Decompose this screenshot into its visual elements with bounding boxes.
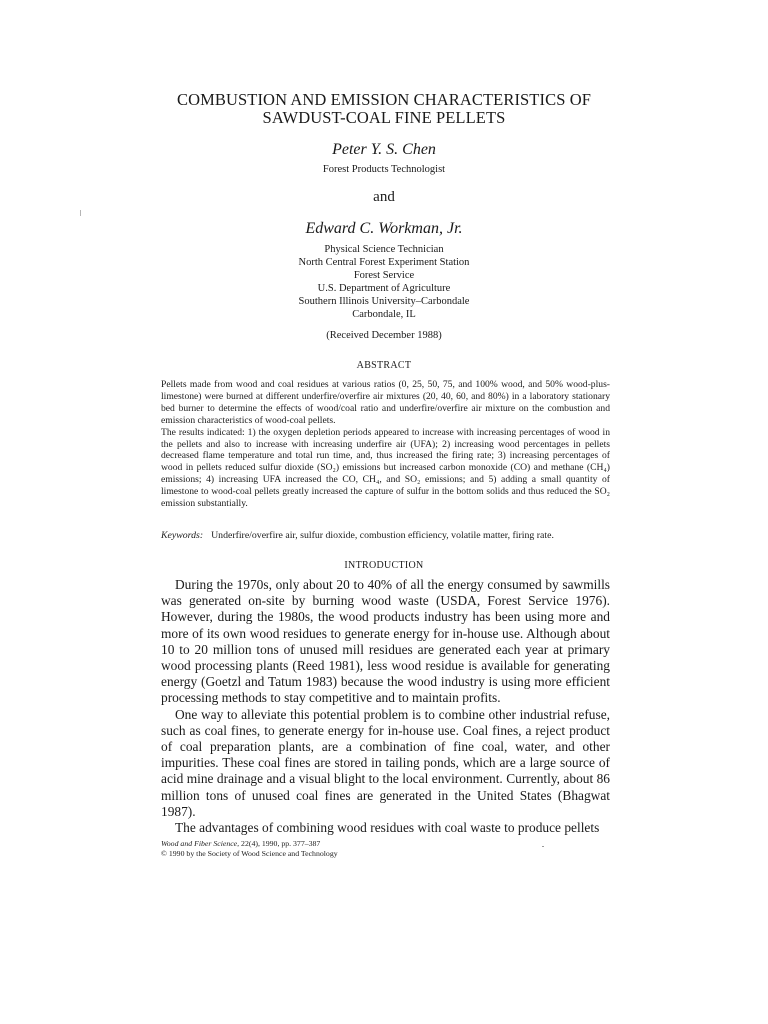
introduction-paragraph: The advantages of combining wood residues with coal waste to produce pellets	[175, 820, 600, 836]
author-1-affiliation: Forest Products Technologist	[322, 164, 446, 175]
introduction-heading: INTRODUCTION	[344, 560, 424, 571]
journal-name: Wood and Fiber Science,	[161, 839, 240, 848]
abstract-heading: ABSTRACT	[356, 360, 412, 371]
journal-citation	[161, 839, 610, 849]
page-footer	[161, 839, 610, 858]
introduction-paragraph: One way to alleviate this potential problem is to combine other industrial refuse, such as coal fines, to generate energy for in-house use. Coal fines, a reject product of coal preparation plants, are a combination of fine coal, water, and other impurities. These coal fines are stored in tailing ponds, which are a large source of acid mine drainage and a visual blight to the local environment. Currently, about 86 million tons of unused coal fines are generated in the United States (Bhagwat 1987).	[161, 706, 610, 819]
and-separator: and	[373, 189, 395, 205]
abstract-body	[161, 379, 610, 510]
keywords-text: Underfire/overfire air, sulfur dioxide, combustion efficiency, volatile matter, firing rate.	[211, 530, 554, 541]
author-name-1: Peter Y. S. Chen	[332, 141, 436, 158]
scan-artifact-dot	[542, 846, 544, 847]
author-2-affiliation-line: Forest Service	[353, 270, 415, 281]
abstract-paragraph: Pellets made from wood and coal residues at various ratios (0, 25, 50, 75, and 100% wood, and 50% wood-plus-limestone) were burned at different underfire/overfire air mixtures (20, 40, 60, and 80%) in a laboratory stationary bed burner to determine the effects of wood/coal ratio and underfire/overfire air mixture on the combustion and emission characteristics of wood-coal pellets.	[161, 379, 610, 426]
paper-title-line-1: COMBUSTION AND EMISSION CHARACTERISTICS OF	[176, 90, 591, 109]
author-2-affiliation-line: Carbondale, IL	[352, 309, 416, 320]
paper-title-line-2: SAWDUST-COAL FINE PELLETS	[262, 108, 506, 127]
journal-volume-pages: 22(4), 1990, pp. 377–387	[239, 839, 321, 848]
copyright-line: © 1990 by the Society of Wood Science and Technology	[161, 848, 338, 858]
keywords-label: Keywords:	[161, 530, 204, 541]
author-name-2: Edward C. Workman, Jr.	[305, 220, 463, 237]
introduction-paragraph: During the 1970s, only about 20 to 40% of all the energy consumed by sawmills was generated on-site by burning wood waste (USDA, Forest Service 1976). However, during the 1980s, the wood products industry has been using more and more of its own wood residues to generate energy for in-house use. Although about 10 to 20 million tons of unused mill residues are generated each year at primary wood processing plants (Reed 1981), less wood residue is available for generating energy (Goetzl and Tatum 1983) because the wood industry is using more efficient processing methods to stay competitive and to maintain profits.	[161, 577, 610, 706]
abstract-paragraph: The results indicated: 1) the oxygen depletion periods appeared to increase with increasing percentages of wood in the pellets and also to increase with increasing underfire air (UFA); 2) increasing wood percentages in pellets decreased flame temperature and total run time, and, thus increased the firing rate; 3) increasing percentages of wood in pellets reduced sulfur dioxide (SO₂) emissions but increased carbon monoxide (CO) and methane (CH₄) emissions; 4) increasing UFA increased the CO, CH₄, and SO₂ emissions; and 5) adding a small quantity of limestone to wood-coal pellets greatly increased the capture of sulfur in the bottom solids and thus reduced the SO₂ emission substantially.	[161, 426, 610, 510]
author-2-affiliation-line: U.S. Department of Agriculture	[317, 283, 451, 294]
keywords-line	[161, 530, 610, 541]
author-2-affiliation-line: Physical Science Technician	[324, 244, 444, 255]
received-date: (Received December 1988)	[326, 330, 442, 341]
introduction-body	[161, 577, 610, 836]
author-2-affiliation-line: Southern Illinois University–Carbondale	[298, 296, 470, 307]
scan-artifact-mark	[80, 210, 81, 216]
author-2-affiliation-line: North Central Forest Experiment Station	[298, 257, 470, 268]
